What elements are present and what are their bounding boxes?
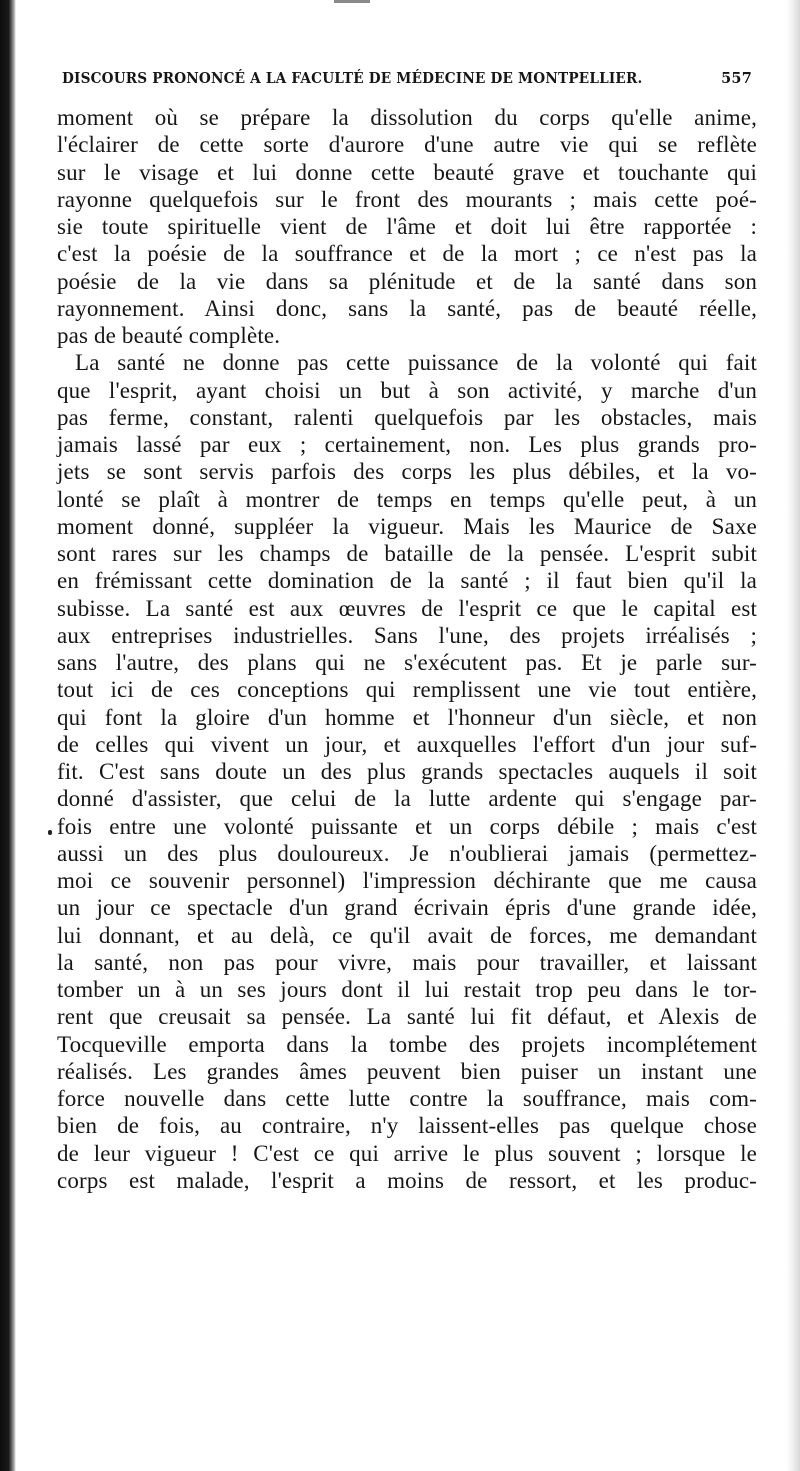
text-line: aussi un des plus douloureux. Je n'oublierai jamais (permettez- — [57, 840, 757, 866]
text-line: poésie de la vie dans sa plénitude et de la santé dans son — [57, 268, 757, 294]
text-line: moi ce souvenir personnel) l'impression déchirante que me causa — [57, 868, 757, 893]
text-line: pas ferme, constant, ralenti quelquefois par les obstacles, mais — [57, 404, 757, 430]
text-line: donné d'assister, que celui de la lutte ardente qui s'engage par- — [57, 786, 757, 812]
text-line: c'est la poésie de la souffrance et de la mort ; ce n'est pas la — [57, 241, 757, 267]
scan-right-edge — [786, 0, 800, 1471]
text-line: un jour ce spectacle d'un grand écrivain épris d'une grande idée, — [57, 895, 757, 921]
text-line: La santé ne donne pas cette puissance de la volonté qui fait — [75, 350, 757, 376]
text-line: lonté se plaît à montrer de temps en temps qu'elle peut, à un — [57, 486, 757, 512]
text-line: rayonnement. Ainsi donc, sans la santé, pas de beauté réelle, — [57, 295, 757, 321]
text-line: sie toute spirituelle vient de l'âme et doit lui être rapportée : — [57, 214, 757, 239]
text-line: aux entreprises industrielles. Sans l'une, des projets irréalisés ; — [57, 622, 757, 648]
running-head-title: DISCOURS PRONONCÉ A LA FACULTÉ DE MÉDECINE DE MONTPELLIER. — [62, 70, 643, 87]
text-line: Tocqueville emporta dans la tombe des projets incomplétement — [57, 1031, 757, 1057]
text-line: subisse. La santé est aux œuvres de l'esprit ce que le capital est — [57, 595, 757, 621]
text-line: moment où se prépare la dissolution du corps qu'elle anime, — [57, 105, 757, 130]
text-line: de celles qui vivent un jour, et auxquelles l'effort d'un jour suf- — [57, 731, 757, 757]
text-line: l'éclairer de cette sorte d'aurore d'une autre vie qui se reflète — [57, 132, 757, 158]
text-line: bien de fois, au contraire, n'y laissent-elles pas quelque chose — [57, 1113, 757, 1139]
text-line: réalisés. Les grandes âmes peuvent bien puiser un instant une — [57, 1058, 757, 1084]
text-line: rent que creusait sa pensée. La santé lui fit défaut, et Alexis de — [57, 1004, 757, 1030]
text-line: que l'esprit, ayant choisi un but à son activité, y marche d'un — [57, 377, 757, 403]
scan-left-edge — [0, 0, 16, 1471]
text-line: jets se sont servis parfois des corps les plus débiles, et la vo- — [57, 459, 757, 485]
text-line: qui font la gloire d'un homme et l'honneur d'un siècle, et non — [57, 704, 757, 730]
text-line: tomber un à un ses jours dont il lui restait trop peu dans le tor- — [57, 977, 757, 1002]
running-head — [62, 70, 752, 94]
text-line: corps est malade, l'esprit a moins de ressort, et les produc- — [57, 1167, 757, 1193]
text-line: sans l'autre, des plans qui ne s'exécutent pas. Et je parle sur- — [57, 650, 757, 675]
text-line: sont rares sur les champs de bataille de la pensée. L'esprit subit — [57, 541, 757, 566]
body-text — [57, 104, 757, 1194]
text-line: pas de beauté complète. — [57, 323, 281, 348]
text-line: jamais lassé par eux ; certainement, non. Les plus grands pro- — [57, 432, 757, 457]
text-line: fois entre une volonté puissante et un corps débile ; mais c'est — [57, 813, 757, 839]
text-line: lui donnant, et au delà, ce qu'il avait de forces, me demandant — [57, 922, 757, 948]
page-number: 557 — [721, 70, 752, 87]
text-line: de leur vigueur ! C'est ce qui arrive le plus souvent ; lorsque le — [57, 1140, 757, 1166]
text-line: tout ici de ces conceptions qui remplissent une vie tout entière, — [57, 677, 757, 703]
text-line: rayonne quelquefois sur le front des mourants ; mais cette poé- — [57, 186, 757, 212]
text-line: moment donné, suppléer la vigueur. Mais les Maurice de Saxe — [57, 513, 757, 539]
text-line: force nouvelle dans cette lutte contre la souffrance, mais com- — [57, 1086, 757, 1111]
print-speck — [48, 830, 52, 835]
text-line: en frémissant cette domination de la santé ; il faut bien qu'il la — [57, 568, 757, 594]
text-line: la santé, non pas pour vivre, mais pour travailler, et laissant — [57, 949, 757, 975]
text-line: fit. C'est sans doute un des plus grands spectacles auquels il soit — [57, 759, 757, 784]
text-line: sur le visage et lui donne cette beauté grave et touchante qui — [57, 159, 757, 185]
scan-top-mark — [334, 0, 370, 3]
